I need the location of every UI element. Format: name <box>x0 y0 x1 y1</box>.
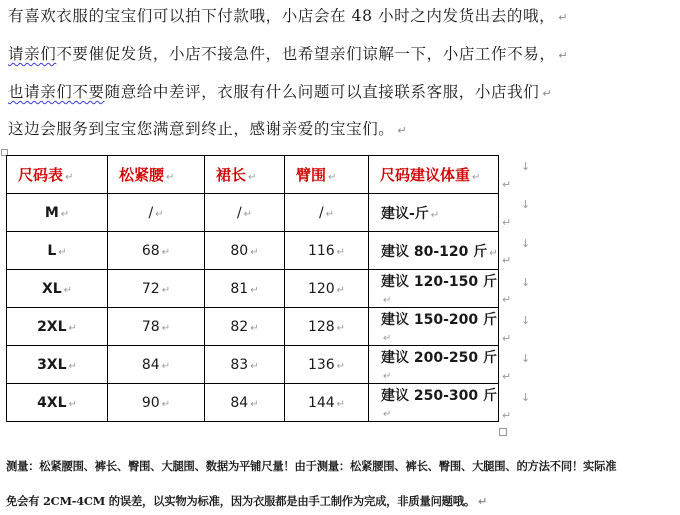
arrow-mark-icon: ↓ <box>521 314 531 327</box>
weight-cell: 建议 250-300 斤↵ <box>369 384 499 422</box>
header-skirt-length: 裙长 ↵ <box>205 156 285 194</box>
length-cell: 84 ↵ <box>205 384 285 422</box>
weight-cell: 建议-斤 ↵ <box>369 194 499 232</box>
intro-line-1 <box>8 5 568 29</box>
row-end-mark-icon: ↵ <box>502 178 512 191</box>
size-cell: M ↵ <box>7 194 108 232</box>
arrow-mark-icon: ↓ <box>521 198 531 211</box>
header-waist: 松紧腰 ↵ <box>108 156 205 194</box>
arm-cell: 120 ↵ <box>285 270 369 308</box>
size-cell: 4XL ↵ <box>7 384 108 422</box>
table-row <box>7 194 499 232</box>
intro-line-2 <box>8 43 568 67</box>
arm-cell: 128 ↵ <box>285 308 369 346</box>
table-row <box>7 346 499 384</box>
paragraph-mark-icon: ↵ <box>558 11 569 24</box>
table-row <box>7 384 499 422</box>
weight-cell: 建议 200-250 斤↵ <box>369 346 499 384</box>
measurement-note-line-2: 免会有 2CM-4CM 的误差，以实物为标准，因为衣服都是由手工制作为完成，非质量问题哦。 ↵ <box>6 494 487 508</box>
intro-line-text: 这边会服务到宝宝您满意到终止，感谢亲爱的宝宝们。 <box>8 120 395 138</box>
row-end-mark-icon: ↵ <box>502 409 512 422</box>
arrow-mark-icon: ↓ <box>521 352 531 365</box>
size-chart-table <box>6 155 499 422</box>
row-end-mark-icon: ↵ <box>502 293 512 306</box>
waist-cell: 72 ↵ <box>108 270 205 308</box>
waist-cell: / ↵ <box>108 194 205 232</box>
table-row <box>7 270 499 308</box>
weight-cell: 建议 120-150 斤↵ <box>369 270 499 308</box>
row-end-mark-icon: ↵ <box>502 216 512 229</box>
size-cell: XL ↵ <box>7 270 108 308</box>
arm-cell: / ↵ <box>285 194 369 232</box>
row-end-mark-icon: ↵ <box>502 370 512 383</box>
intro-line-text: 有喜欢衣服的宝宝们可以拍下付款哦，小店会在 48 小时之内发货出去的哦， <box>8 7 556 25</box>
length-cell: 83 ↵ <box>205 346 285 384</box>
table-resize-handle[interactable] <box>499 428 507 436</box>
intro-line-text: 不要催促发货，小店不接急件，也希望亲们谅解一下，小店工作不易， <box>56 45 556 63</box>
length-cell: / ↵ <box>205 194 285 232</box>
row-end-mark-icon: ↵ <box>502 254 512 267</box>
paragraph-mark-icon: ↵ <box>397 124 408 137</box>
waist-cell: 78 ↵ <box>108 308 205 346</box>
intro-line-text: 随意给中差评，衣服有什么问题可以直接联系客服，小店我们 <box>104 83 540 101</box>
arrow-mark-icon: ↓ <box>521 160 531 173</box>
weight-cell: 建议 80-120 斤 ↵ <box>369 232 499 270</box>
intro-line-3 <box>8 81 552 105</box>
table-row <box>7 232 499 270</box>
header-arm: 臂围 ↵ <box>285 156 369 194</box>
size-cell: L ↵ <box>7 232 108 270</box>
row-end-mark-icon: ↵ <box>502 332 512 345</box>
arrow-mark-icon: ↓ <box>521 276 531 289</box>
header-weight: 尺码建议体重 ↵ <box>369 156 499 194</box>
spellcheck-flagged-text: 请亲们 <box>8 45 57 63</box>
paragraph-mark-icon: ↵ <box>477 495 487 508</box>
length-cell: 80 ↵ <box>205 232 285 270</box>
arrow-mark-icon: ↓ <box>521 391 531 404</box>
weight-cell: 建议 150-200 斤↵ <box>369 308 499 346</box>
length-cell: 82 ↵ <box>205 308 285 346</box>
arm-cell: 136 ↵ <box>285 346 369 384</box>
paragraph-mark-icon: ↵ <box>558 49 569 62</box>
table-row <box>7 308 499 346</box>
spellcheck-flagged-text: 也请亲们不要 <box>8 83 105 101</box>
length-cell: 81 ↵ <box>205 270 285 308</box>
arrow-mark-icon: ↓ <box>521 237 531 250</box>
header-size: 尺码表 ↵ <box>7 156 108 194</box>
size-cell: 2XL ↵ <box>7 308 108 346</box>
arm-cell: 144 ↵ <box>285 384 369 422</box>
size-cell: 3XL ↵ <box>7 346 108 384</box>
measurement-note-line-1: 测量：松紧腰围、裤长、臀围、大腿围、数据为平铺尺量！由于测量：松紧腰围、裤长、臀围、大腿围、的方法不同！实际准 <box>6 459 617 473</box>
intro-line-4 <box>8 118 407 142</box>
waist-cell: 68 ↵ <box>108 232 205 270</box>
arm-cell: 116 ↵ <box>285 232 369 270</box>
waist-cell: 84 ↵ <box>108 346 205 384</box>
paragraph-mark-icon: ↵ <box>542 87 553 100</box>
waist-cell: 90 ↵ <box>108 384 205 422</box>
table-header-row <box>7 156 499 194</box>
